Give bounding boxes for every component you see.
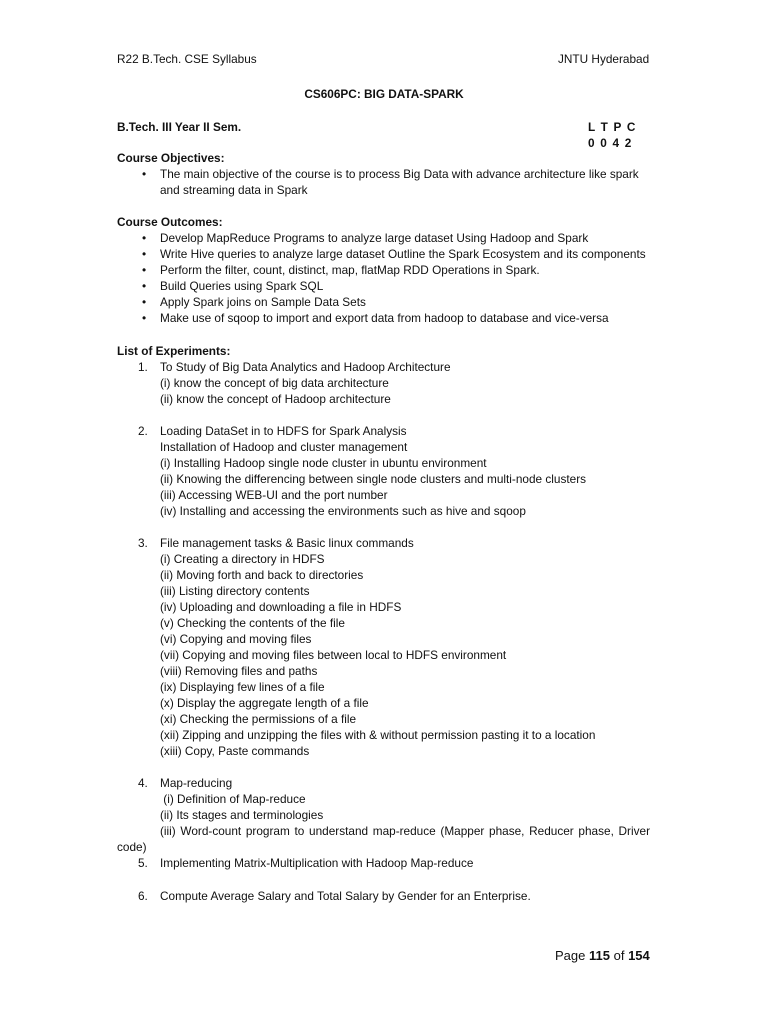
experiment-item (117, 855, 650, 871)
list-item: • Perform the filter, count, distinct, map, flatMap RDD Operations in Spark. (117, 262, 650, 278)
ltpc-values: 0 0 4 2 (588, 136, 633, 150)
experiment-number: 4. (138, 776, 148, 791)
page-total: 154 (628, 948, 650, 963)
experiment-subitem: (ii) Knowing the differencing between single node clusters and multi-node clusters (160, 471, 587, 486)
experiment-subitem: (x) Display the aggregate length of a file (160, 696, 369, 711)
ltpc-block (588, 119, 637, 151)
experiment-title: Compute Average Salary and Total Salary by Gender for an Enterprise. (160, 888, 531, 903)
experiment-subitem: (vii) Copying and moving files between local to HDFS environment (160, 648, 507, 663)
experiment-subitem: (xiii) Copy, Paste commands (160, 744, 310, 759)
experiment-subitem: (iii) Listing directory contents (160, 584, 310, 599)
experiment-title: Loading DataSet in to HDFS for Spark Analysis (160, 423, 407, 438)
experiment-continuation: code) (117, 840, 147, 855)
objectives-list (117, 166, 650, 198)
list-item: • Apply Spark joins on Sample Data Sets (117, 294, 650, 310)
experiment-subitem: (xii) Zipping and unzipping the files with & without permission pasting it to a location (160, 728, 596, 743)
list-item: • The main objective of the course is to process Big Data with advance architecture like spark and streaming data in Spark (117, 166, 650, 198)
page-prefix: Page (555, 948, 586, 963)
experiment-subitem: (ii) Moving forth and back to directories (160, 568, 364, 583)
experiment-title: File management tasks & Basic linux commands (160, 536, 414, 551)
list-item: • Build Queries using Spark SQL (117, 278, 650, 294)
page-current: 115 (589, 948, 610, 963)
experiment-item (117, 535, 650, 759)
experiment-subitem: Installation of Hadoop and cluster management (160, 439, 408, 454)
experiment-number: 1. (138, 359, 148, 374)
list-item: • Develop MapReduce Programs to analyze large dataset Using Hadoop and Spark (117, 230, 650, 246)
list-item: • Write Hive queries to analyze large dataset Outline the Spark Ecosystem and its components (117, 246, 650, 262)
experiment-subitem: (iv) Installing and accessing the environments such as hive and sqoop (160, 503, 526, 518)
experiment-subitem: (xi) Checking the permissions of a file (160, 712, 357, 727)
experiment-subitem: (ii) Its stages and terminologies (160, 808, 324, 823)
experiment-subitem: (iv) Uploading and downloading a file in HDFS (160, 600, 402, 615)
experiment-number: 2. (138, 423, 148, 438)
list-item: • Make use of sqoop to import and export data from hadoop to database and vice-versa (117, 310, 650, 326)
page-number (555, 948, 650, 964)
outcomes-heading: Course Outcomes: (117, 215, 223, 230)
experiment-subitem: (viii) Removing files and paths (160, 664, 318, 679)
experiments-list (117, 359, 650, 904)
ltpc-labels: L T P C (588, 120, 637, 134)
header-left: R22 B.Tech. CSE Syllabus (117, 52, 257, 66)
experiment-number: 5. (138, 856, 148, 871)
semester-label: B.Tech. III Year II Sem. (117, 120, 242, 134)
experiment-subitem: (i) know the concept of big data architecture (160, 375, 389, 390)
page-of: of (613, 948, 625, 963)
experiment-item (117, 888, 650, 904)
experiment-title: Implementing Matrix-Multiplication with Hadoop Map-reduce (160, 856, 474, 871)
experiments-heading: List of Experiments: (117, 343, 231, 358)
experiment-item (117, 775, 650, 855)
experiment-number: 3. (138, 536, 148, 551)
experiment-subitem: (i) Installing Hadoop single node cluster in ubuntu environment (160, 455, 487, 470)
experiment-subitem: (v) Checking the contents of the file (160, 616, 345, 631)
experiment-number: 6. (138, 888, 148, 903)
experiment-title: To Study of Big Data Analytics and Hadoop Architecture (160, 359, 451, 374)
experiment-item (117, 423, 650, 519)
experiment-subitem: (iii) Accessing WEB-UI and the port number (160, 487, 388, 502)
course-title: CS606PC: BIG DATA-SPARK (304, 87, 464, 101)
outcomes-list (117, 230, 650, 326)
experiment-subitem: (i) Definition of Map-reduce (160, 792, 306, 807)
experiment-title: Map-reducing (160, 776, 233, 791)
experiment-subitem: (ii) know the concept of Hadoop architecture (160, 391, 391, 406)
experiment-subitem: (vi) Copying and moving files (160, 632, 312, 647)
header-right: JNTU Hyderabad (558, 52, 650, 66)
experiment-subitem: (i) Creating a directory in HDFS (160, 552, 325, 567)
syllabus-content (117, 150, 650, 904)
experiment-subitem: (ix) Displaying few lines of a file (160, 680, 325, 695)
experiment-subitem: (iii) Word-count program to understand map-reduce (Mapper phase, Reducer phase, Driver (160, 824, 650, 839)
experiment-item (117, 359, 650, 407)
objectives-heading: Course Objectives: (117, 151, 225, 165)
